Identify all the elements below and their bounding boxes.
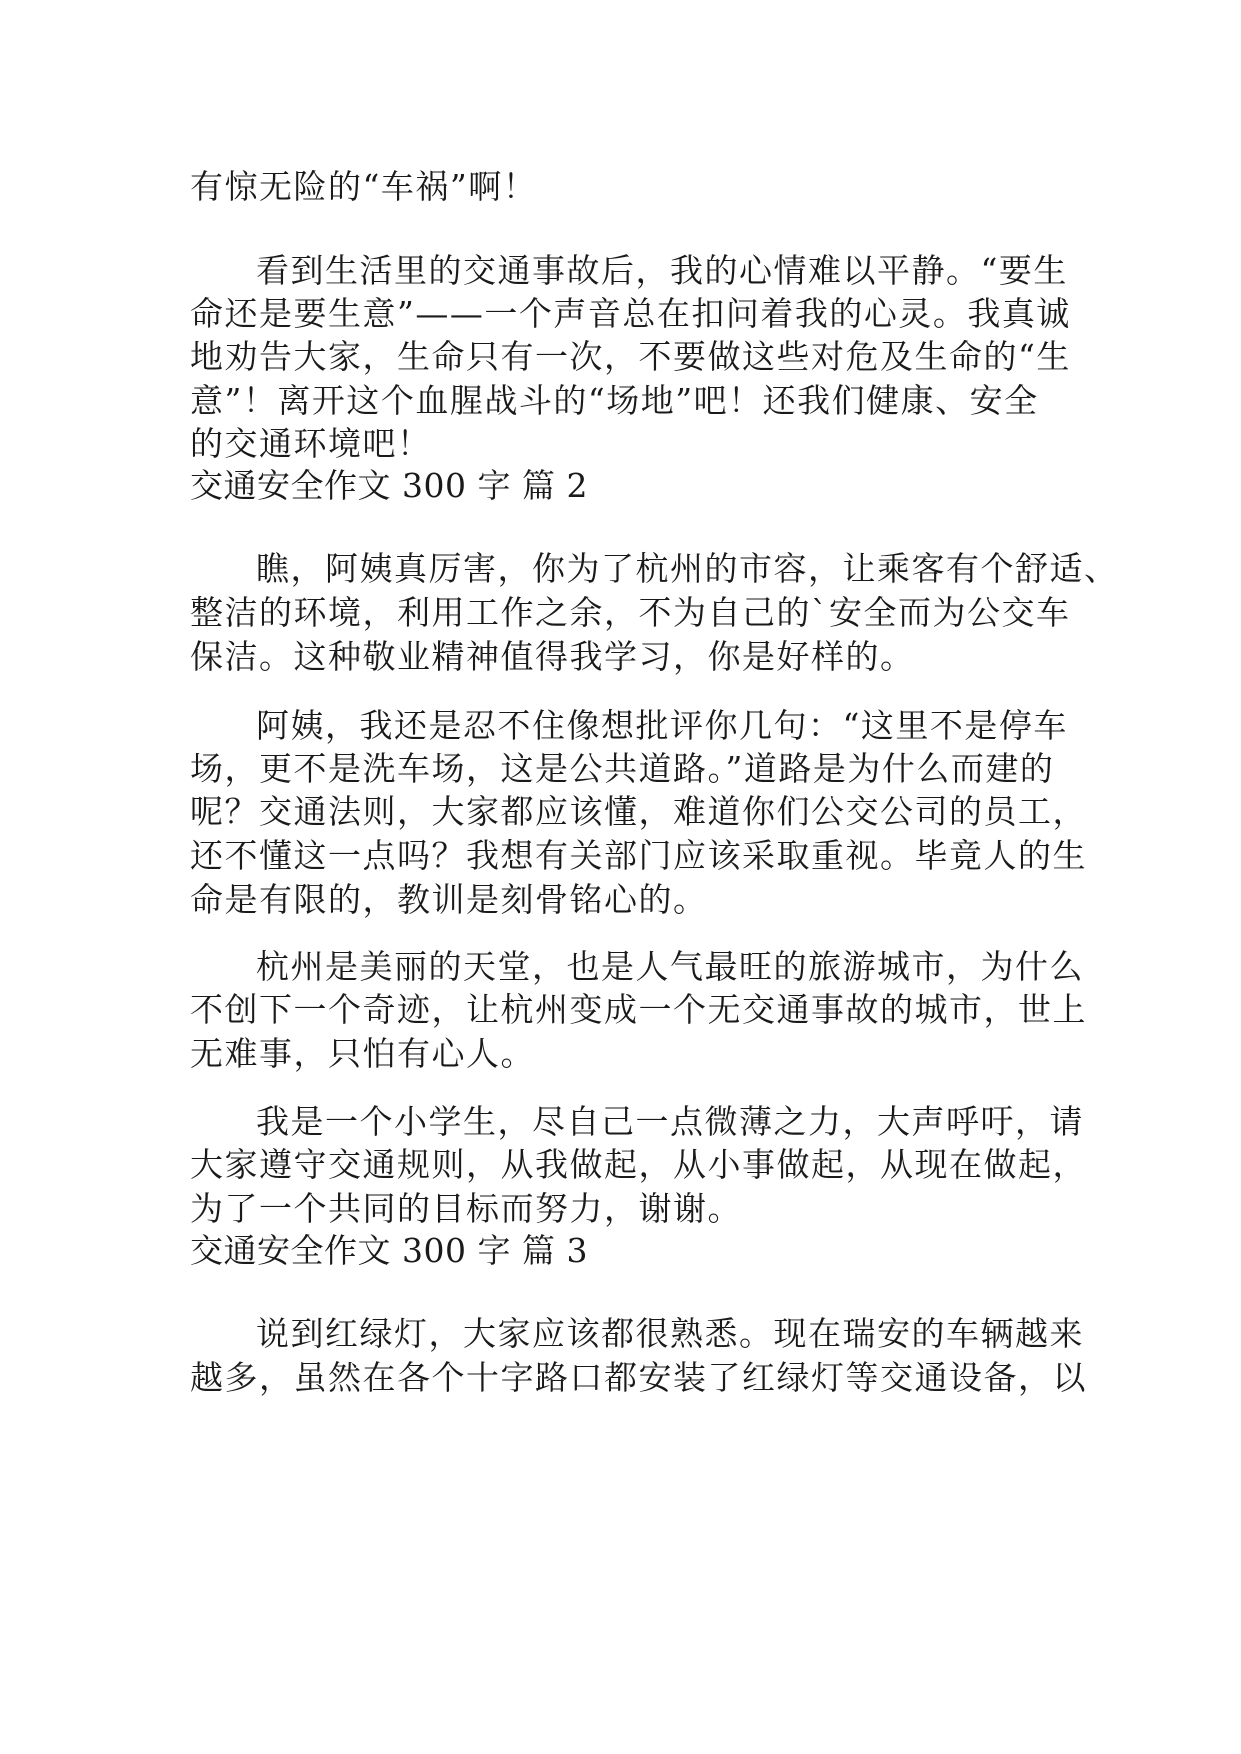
text-line: 呢？交通法则，大家都应该懂，难道你们公交公司的员工， bbox=[190, 792, 1087, 831]
section-heading: 交通安全作文 300 字 篇 3 bbox=[190, 1231, 588, 1270]
text-line: 的交通环境吧！ bbox=[190, 424, 432, 463]
paragraph-first-line: 我是一个小学生，尽自己一点微薄之力，大声呼吁，请 bbox=[256, 1102, 1084, 1141]
text-line: 地劝告大家，生命只有一次，不要做这些对危及生命的“生 bbox=[190, 337, 1071, 376]
text-line: 命还是要生意”——一个声音总在扣问着我的心灵。我真诚 bbox=[190, 294, 1071, 333]
text-line: 意”！离开这个血腥战斗的“场地”吧！还我们健康、安全 bbox=[190, 381, 1039, 420]
text-line: 命是有限的，教训是刻骨铭心的。 bbox=[190, 880, 708, 919]
text-line: 大家遵守交通规则，从我做起，从小事做起，从现在做起， bbox=[190, 1145, 1087, 1184]
section-heading: 交通安全作文 300 字 篇 2 bbox=[190, 466, 588, 505]
text-line: 还不懂这一点吗？我想有关部门应该采取重视。毕竟人的生 bbox=[190, 836, 1087, 875]
text-line: 整洁的环境，利用工作之余，不为自己的`安全而为公交车 bbox=[190, 593, 1071, 632]
paragraph-first-line: 阿姨，我还是忍不住像想批评你几句：“这里不是停车 bbox=[256, 706, 1068, 745]
paragraph-first-line: 看到生活里的交通事故后，我的心情难以平静。“要生 bbox=[256, 251, 1068, 290]
text-line: 越多，虽然在各个十字路口都安装了红绿灯等交通设备，以 bbox=[190, 1358, 1087, 1397]
text-line: 有惊无险的“车祸”啊！ bbox=[190, 167, 538, 206]
paragraph-first-line: 瞧，阿姨真厉害，你为了杭州的市容，让乘客有个舒适、 bbox=[256, 549, 1119, 588]
text-line: 不创下一个奇迹，让杭州变成一个无交通事故的城市，世上 bbox=[190, 990, 1087, 1029]
text-line: 场，更不是洗车场，这是公共道路。”道路是为什么而建的 bbox=[190, 749, 1055, 788]
text-line: 无难事，只怕有心人。 bbox=[190, 1034, 535, 1073]
paragraph-first-line: 杭州是美丽的天堂，也是人气最旺的旅游城市，为什么 bbox=[256, 947, 1084, 986]
paragraph-first-line: 说到红绿灯，大家应该都很熟悉。现在瑞安的车辆越来 bbox=[256, 1314, 1084, 1353]
text-line: 保洁。这种敬业精神值得我学习，你是好样的。 bbox=[190, 637, 915, 676]
text-line: 为了一个共同的目标而努力，谢谢。 bbox=[190, 1189, 742, 1228]
